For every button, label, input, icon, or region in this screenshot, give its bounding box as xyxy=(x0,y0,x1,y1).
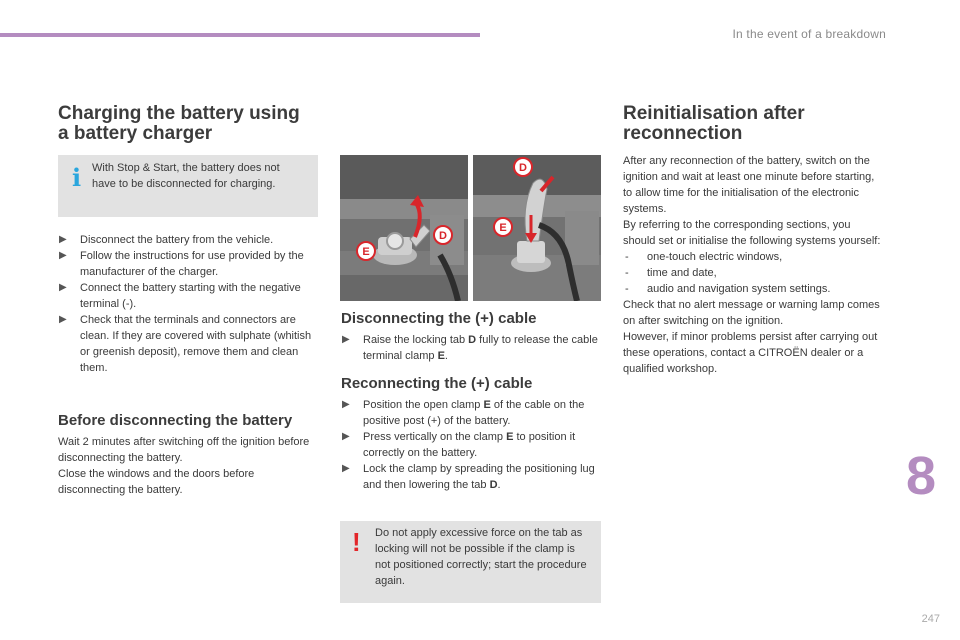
label-e: E xyxy=(362,246,370,258)
label-d: D xyxy=(519,162,527,174)
arrow-bullet-icon: ▶ xyxy=(59,234,67,245)
reconnecting-title: Reconnecting the (+) cable xyxy=(341,375,533,392)
warning-text: Do not apply excessive force on the tab as locking will not be possible if the clamp is not positioned correctly; start the procedure again. xyxy=(375,527,587,587)
charging-steps-list xyxy=(58,232,318,376)
reinit-text xyxy=(623,153,885,377)
before-p2: Close the windows and the doors before disconnecting the battery. xyxy=(58,468,255,496)
charging-title-line1: Charging the battery using xyxy=(58,103,300,124)
battery-photo-left xyxy=(340,155,468,301)
charging-title-line2: a battery charger xyxy=(58,123,213,144)
before-text xyxy=(58,434,320,498)
arrow-bullet-icon: ▶ xyxy=(59,282,67,293)
list-item: ▶ Press vertically on the clamp E to position it correctly on the battery. xyxy=(342,431,576,459)
section-label: In the event of a breakdown xyxy=(732,27,886,41)
arrow-bullet-icon: ▶ xyxy=(59,250,67,261)
list-item: ▶ Check that the terminals and connectors are clean. If they are covered with sulphate (whitish or greenish deposit), remove them and clean them. xyxy=(59,314,312,374)
reinit-p3: Check that no alert message or warning lamp comes on after switching on the ignition. xyxy=(623,299,880,327)
list-item: - audio and navigation system settings. xyxy=(623,281,885,297)
warning-box xyxy=(340,521,601,603)
reconnecting-steps-list xyxy=(341,397,603,493)
arrow-bullet-icon: ▶ xyxy=(59,314,67,325)
charging-info-text: With Stop & Start, the battery does not have to be disconnected for charging. xyxy=(92,162,280,190)
chapter-number: 8 xyxy=(905,446,936,506)
warning-icon: ! xyxy=(352,527,361,557)
arrow-bullet-icon: ▶ xyxy=(342,463,350,474)
battery-photo-right xyxy=(473,155,601,301)
list-item: ▶ Follow the instructions for use provided by the manufacturer of the charger. xyxy=(59,250,304,278)
arrow-bullet-icon: ▶ xyxy=(342,431,350,442)
before-p1: Wait 2 minutes after switching off the ignition before disconnecting the battery. xyxy=(58,436,310,464)
list-item: - time and date, xyxy=(623,265,885,281)
list-item: ▶ Disconnect the battery from the vehicle. xyxy=(59,234,274,246)
header-accent-bar xyxy=(0,33,480,37)
reinit-p4: However, if minor problems persist after carrying out these operations, contact a CITROËN dealer or a qualified workshop. xyxy=(623,331,878,375)
reinit-title-line2: reconnection xyxy=(623,123,743,144)
list-item: ▶ Lock the clamp by spreading the positioning lug and then lowering the tab D. xyxy=(342,463,595,491)
list-item: ▶ Raise the locking tab D fully to release the cable terminal clamp E. xyxy=(342,334,598,362)
reinit-p1: After any reconnection of the battery, switch on the ignition and wait at least one minute before starting, to allow time for the initialisation of the electronic systems. xyxy=(623,155,875,215)
list-item: - one-touch electric windows, xyxy=(623,249,885,265)
arrow-bullet-icon: ▶ xyxy=(342,334,350,345)
arrow-bullet-icon: ▶ xyxy=(342,399,350,410)
list-item: ▶ Connect the battery starting with the negative terminal (-). xyxy=(59,282,301,310)
info-icon: i xyxy=(72,163,82,192)
disconnecting-steps-list xyxy=(341,332,601,364)
charging-info-box xyxy=(58,155,318,217)
reinit-systems-list xyxy=(623,249,885,297)
page-number: 247 xyxy=(921,613,940,625)
charging-heading xyxy=(58,104,328,144)
before-title: Before disconnecting the battery xyxy=(58,412,293,429)
reinit-heading xyxy=(623,104,885,144)
reinit-p2: By referring to the corresponding sections, you should set or initialise the following systems yourself: xyxy=(623,219,881,247)
label-e: E xyxy=(499,222,507,234)
reinit-title-line1: Reinitialisation after xyxy=(623,103,805,124)
list-item: ▶ Position the open clamp E of the cable on the positive post (+) of the battery. xyxy=(342,399,585,427)
label-d: D xyxy=(439,230,447,242)
disconnecting-title: Disconnecting the (+) cable xyxy=(341,310,537,327)
